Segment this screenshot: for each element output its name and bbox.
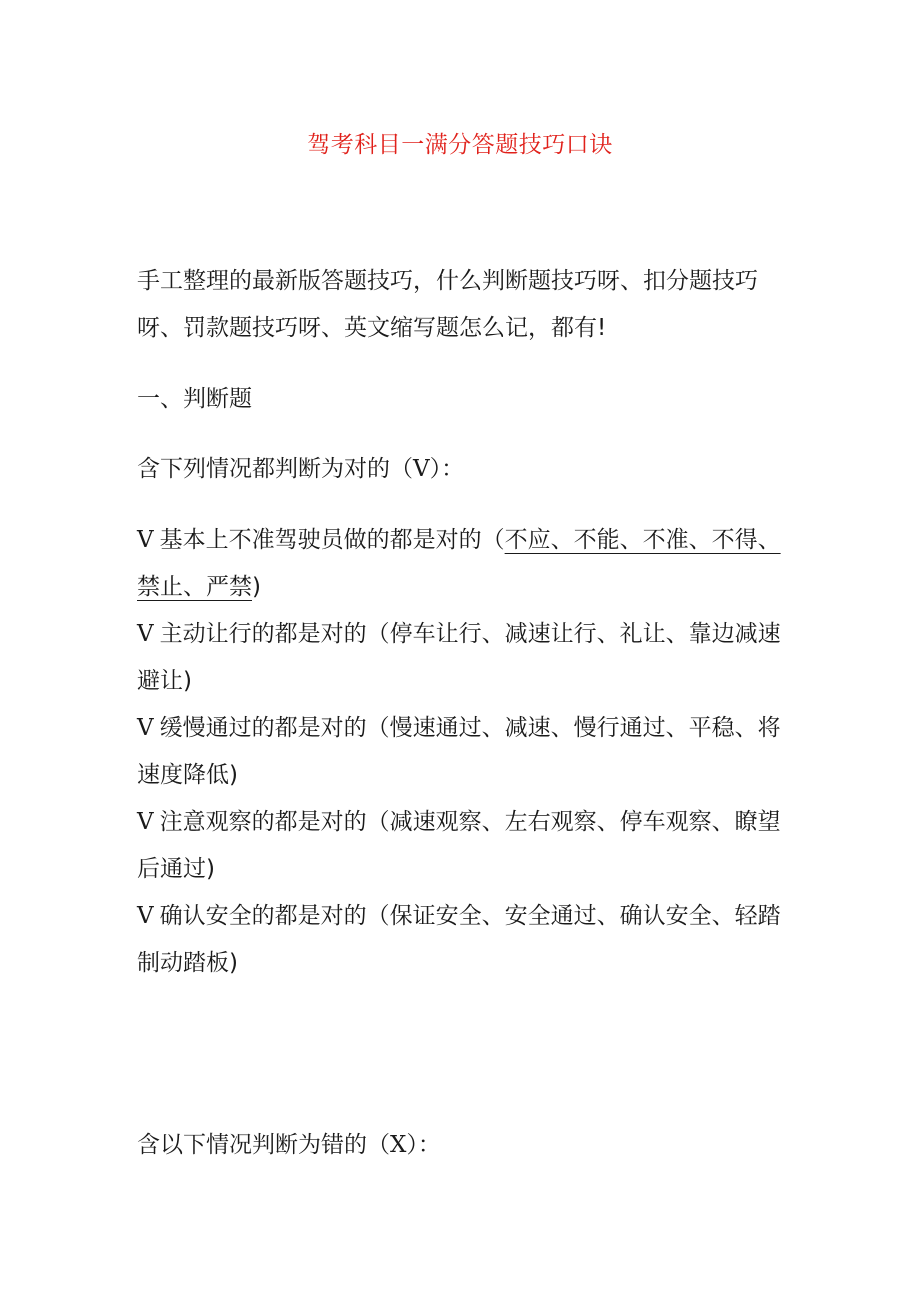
check-mark-icon: V [137, 809, 154, 835]
list-item-text: 缓慢通过的都是对的（慢速通过、减速、慢行通过、平稳、将速度降低) [137, 715, 781, 788]
check-mark-icon: V [137, 621, 154, 647]
document-title: 驾考科目一满分答题技巧口诀 [307, 132, 613, 158]
list-item [137, 611, 797, 705]
list-item-text: 主动让行的都是对的（停车让行、减速让行、礼让、靠边减速避让) [137, 621, 781, 694]
intro-paragraph: 手工整理的最新版答题技巧，什么判断题技巧呀、扣分题技巧呀、罚款题技巧呀、英文缩写题怎么记，都有! [137, 268, 758, 341]
true-rules-list [137, 517, 797, 987]
list-item-text: 基本上不准驾驶员做的都是对的（ [159, 527, 505, 553]
check-mark-icon: V [137, 527, 154, 553]
true-rules-heading [137, 446, 797, 493]
true-heading-suffix: ）： [429, 456, 465, 482]
false-rules-heading [137, 1122, 797, 1169]
list-item-text: 确认安全的都是对的（保证安全、安全通过、确认安全、轻踏制动踏板) [137, 903, 781, 976]
check-mark-icon: V [137, 715, 154, 741]
list-item-text: 注意观察的都是对的（减速观察、左右观察、停车观察、瞭望后通过) [137, 809, 781, 882]
list-item [137, 893, 797, 987]
cross-mark-icon: X [390, 1132, 407, 1158]
list-item-close: ) [252, 574, 261, 600]
false-heading-suffix: ）： [406, 1132, 441, 1158]
true-heading-prefix: 含下列情况都判断为对的（ [137, 456, 413, 482]
false-heading-prefix: 含以下情况判断为错的（ [137, 1132, 390, 1158]
underlined-keywords: 不应、不能、不准、不得、禁止、严禁 [137, 527, 781, 600]
section-heading: 一、判断题 [137, 386, 252, 412]
list-item [137, 799, 797, 893]
check-mark-icon: V [413, 456, 430, 482]
list-item [137, 517, 797, 611]
check-mark-icon: V [137, 903, 154, 929]
list-item [137, 705, 797, 799]
